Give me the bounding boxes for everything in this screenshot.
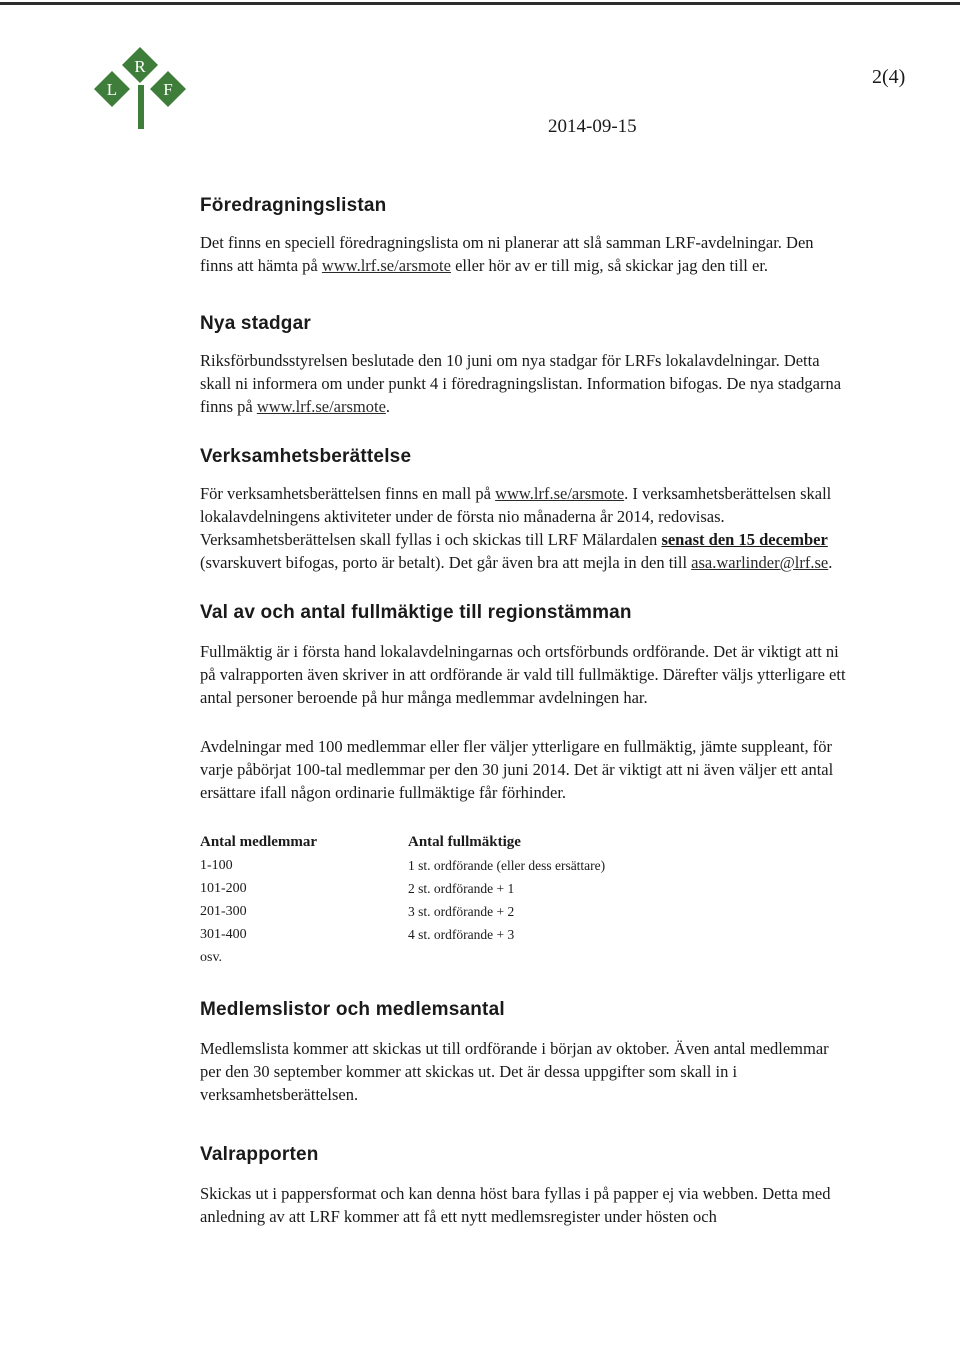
section-paragraph: För verksamhetsberättelsen finns en mall på www.lrf.se/arsmote. I verksamhetsberättelsen skall lokalavdelningens aktiviteter under de första nio månaderna år 2014, redovisas. Verksamhetsberättelsen skall fyllas i och skickas till LRF Mälardalen senast den 15 december (svarskuvert bifogas, porto är betalt). Det går även bra att mejla in den till asa.warlinder@lrf.se. [200, 484, 833, 572]
arsmote-link[interactable]: www.lrf.se/arsmote [321, 256, 451, 275]
table-cell [408, 946, 768, 969]
section-heading: Nya stadgar [200, 313, 311, 334]
deadline-text: senast den 15 december [661, 530, 828, 549]
section-paragraph: Fullmäktig är i första hand lokalavdelningarnas och ortsförbunds ordförande. Det är viktigt att ni på valrapporten även skriver in att ordförande är vald till fullmäktige. Därefter väljs ytterligare ett antal personer beroende på hur många medlemmar avdelningen har. [200, 642, 846, 707]
section-foredragningslistan [200, 195, 850, 277]
email-link[interactable]: asa.warlinder@lrf.se [691, 553, 829, 572]
top-border-line [0, 2, 960, 5]
document-date: 2014-09-15 [548, 116, 637, 137]
section-paragraph: Det finns en speciell föredragningslista om ni planerar att slå samman LRF-avdelningar. Den finns att hämta på www.lrf.se/arsmote eller hör av er till mig, så skickar jag den till er. [200, 233, 814, 275]
table-cell: 2 st. ordförande + 1 [408, 881, 515, 896]
table-cell: osv. [200, 950, 223, 965]
table-cell: 1 st. ordförande (eller dess ersättare) [408, 858, 606, 873]
logo-letter-f: F [163, 80, 173, 99]
section-heading: Verksamhetsberättelse [200, 446, 412, 467]
arsmote-link[interactable]: www.lrf.se/arsmote [495, 484, 625, 503]
table-cell: 3 st. ordförande + 2 [408, 904, 515, 919]
section-fullmaktige [200, 602, 850, 969]
fullmaktige-table [200, 830, 850, 969]
section-heading: Val av och antal fullmäktige till regionstämman [200, 602, 632, 623]
document-body [200, 195, 850, 1228]
logo-letter-l: L [106, 80, 118, 99]
table-header: Antal fullmäktige [408, 834, 521, 850]
section-medlemslistor [200, 999, 850, 1106]
lrf-logo [92, 45, 188, 131]
table-header: Antal medlemmar [200, 834, 318, 850]
table-cell: 4 st. ordförande + 3 [408, 927, 515, 942]
section-paragraph: Medlemslista kommer att skickas ut till ordförande i början av oktober. Även antal medlemmar per den 30 september kommer att skickas ut. Det är dessa uppgifter som skall in i verksamhetsberättelsen. [200, 1039, 829, 1104]
section-paragraph: Skickas ut i pappersformat och kan denna höst bara fyllas i på papper ej via webben. Detta med anledning av att LRF kommer att få ett nytt medlemsregister under hösten och [200, 1184, 831, 1226]
table-cell: 301-400 [200, 927, 247, 942]
section-heading: Valrapporten [200, 1144, 319, 1165]
section-heading: Medlemslistor och medlemsantal [200, 999, 505, 1020]
logo-letter-r: R [134, 57, 146, 76]
section-paragraph: Avdelningar med 100 medlemmar eller fler väljer ytterligare en fullmäktig, jämte suppleant, för varje påbörjat 100-tal medlemmar per den 30 juni 2014. Det är viktigt att ni även väljer ett antal ersättare ifall någon ordinarie fullmäktige får förhinder. [200, 737, 834, 802]
section-valrapporten [200, 1144, 850, 1228]
table-cell: 101-200 [200, 881, 247, 896]
section-verksamhetsberattelse [200, 446, 850, 574]
section-paragraph: Riksförbundsstyrelsen beslutade den 10 juni om nya stadgar för LRFs lokalavdelningar. Detta skall ni informera om under punkt 4 i föredragningslistan. Information bifogas. De nya stadgarna finns på www.lrf.se/arsmote. [200, 351, 842, 416]
page-number: 2(4) [872, 66, 906, 88]
section-heading: Föredragningslistan [200, 195, 387, 216]
table-cell: 1-100 [200, 858, 233, 873]
arsmote-link[interactable]: www.lrf.se/arsmote [256, 397, 386, 416]
section-nya-stadgar [200, 313, 850, 418]
table-cell: 201-300 [200, 904, 247, 919]
